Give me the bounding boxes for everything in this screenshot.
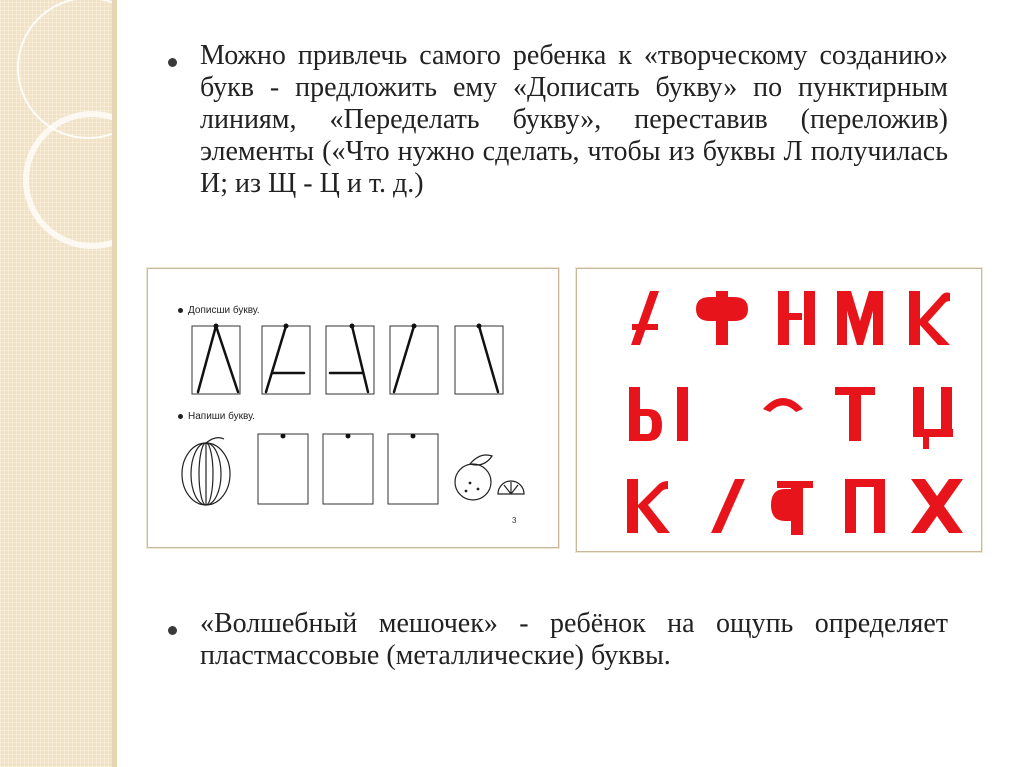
letter-fragment (696, 291, 748, 345)
letter-fragment (837, 291, 883, 345)
letter-fragment (778, 291, 815, 345)
orange-icon (455, 455, 524, 500)
bullet-item-1 (168, 40, 948, 200)
bullet-text-2: «Волшебный мешочек» - ребёнок на ощупь определяет пластмассовые (металлические) буквы. (200, 608, 948, 671)
letter-fragment (629, 387, 688, 441)
bullet-dot (168, 58, 177, 67)
letter-fragment (913, 387, 953, 449)
watermelon-icon (182, 438, 230, 505)
side-panel-edge (112, 0, 117, 767)
letter-fragment (631, 291, 659, 345)
decorative-side-panel (0, 0, 112, 767)
letters-image (576, 268, 982, 552)
letter-fragment (771, 481, 813, 535)
page-number: 3 (512, 516, 517, 525)
bullet-dot (168, 626, 177, 635)
letter-fragment (711, 479, 745, 533)
worksheet-drawing (148, 269, 558, 547)
letter-fragment (835, 387, 875, 441)
letter-fragment (911, 479, 963, 533)
worksheet-label-2: Напиши букву. (178, 411, 255, 422)
bullet-item-2 (168, 608, 948, 672)
worksheet-label-1: Дописши букву. (178, 305, 260, 316)
bullet-text-1: Можно привлечь самого ребенка к «творческому созданию» букв - предложить ему «Дописать букву» по пунктирным линиям, «Переделать букву», переставив (переложив) элементы («Что нужно сделать, чтобы из буквы Л получилась И; из Щ - Ц и т. д.) (200, 40, 948, 199)
decorative-circles (0, 0, 112, 767)
worksheet-image (147, 268, 559, 548)
letter-elements (577, 269, 981, 551)
letter-fragment (845, 479, 885, 533)
letter-fragment (763, 398, 803, 412)
letter-fragment (627, 479, 670, 533)
letter-fragment (909, 291, 950, 345)
